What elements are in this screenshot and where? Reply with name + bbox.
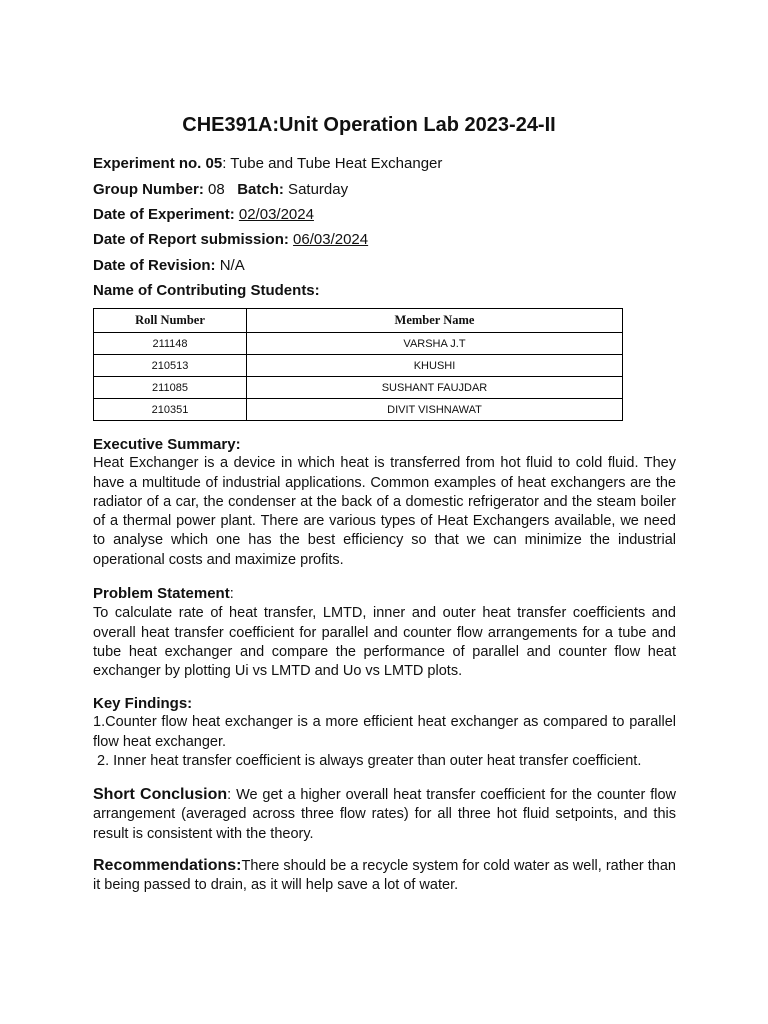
column-header-roll: Roll Number	[94, 309, 247, 333]
date-revision-label: Date of Revision:	[93, 257, 216, 274]
problem-statement-section: Problem Statement: To calculate rate of heat transfer, LMTD, inner and outer heat transfer coefficients and overall heat transfer coefficient for parallel and counter flow arrangements for a tube and tube heat exchanger and compare the performance of parallel and counter flow heat exchanger by plotting Ui vs LMTD and Uo vs LMTD plots.	[93, 584, 676, 681]
key-findings-section	[93, 694, 676, 771]
date-experiment-value: 02/03/2024	[238, 206, 314, 223]
name-cell: VARSHA J.T	[247, 333, 623, 355]
executive-summary-text: Heat Exchanger is a device in which heat is transferred from hot fluid to cold fluid. They have a multitude of industrial applications. Common examples of heat exchangers are the radiator of a car, the condenser at the back of a domestic refrigerator and the steam boiler of a thermal power plant. There are various types of Heat Exchangers available, we need to analyse which one has the best efficiency so that we can minimize the industrial operational costs and maximize profits.	[93, 455, 676, 568]
name-cell: KHUSHI	[247, 355, 623, 377]
roll-cell: 210351	[94, 399, 247, 421]
executive-summary-section	[93, 435, 676, 570]
date-submission-line	[93, 231, 368, 248]
key-findings-heading: Key Findings:	[93, 695, 193, 712]
group-label: Group Number:	[93, 181, 204, 198]
key-finding-item: 1.Counter flow heat exchanger is a more efficient heat exchanger as compared to parallel flow heat exchanger.	[93, 714, 676, 750]
short-conclusion-text: : We get a higher overall heat transfer coefficient for the counter flow arrangement (averaged across three flow rates) for all three hot fluid setpoints, and this result is consistent with the theory.	[93, 787, 676, 842]
date-submission-label: Date of Report submission:	[93, 231, 289, 248]
group-value: 08	[203, 181, 225, 198]
table-row	[94, 377, 623, 399]
short-conclusion-section	[93, 785, 676, 844]
roll-cell: 211148	[94, 333, 247, 355]
table-row	[94, 399, 623, 421]
batch-label: Batch:	[237, 181, 284, 198]
table-row	[94, 355, 623, 377]
short-conclusion-heading: Short Conclusion	[93, 786, 228, 803]
column-header-name: Member Name	[247, 309, 623, 333]
recommendations-heading: Recommendations:	[93, 857, 242, 874]
students-table	[93, 308, 623, 421]
date-experiment-line	[93, 206, 314, 223]
problem-statement-heading: Problem Statement	[93, 585, 230, 602]
date-revision-line	[93, 257, 245, 274]
experiment-line	[93, 155, 442, 172]
experiment-label: Experiment no. 05	[93, 155, 223, 172]
experiment-value: : Tube and Tube Heat Exchanger	[222, 155, 443, 172]
date-experiment-label: Date of Experiment:	[93, 206, 235, 223]
roll-cell: 211085	[94, 377, 247, 399]
name-cell: SUSHANT FAUJDAR	[247, 377, 623, 399]
name-cell: DIVIT VISHNAWAT	[247, 399, 623, 421]
batch-value: Saturday	[283, 181, 349, 198]
date-submission-value: 06/03/2024	[293, 231, 369, 248]
roll-cell: 210513	[94, 355, 247, 377]
group-batch-line	[93, 181, 348, 198]
problem-statement-text: To calculate rate of heat transfer, LMTD, inner and outer heat transfer coefficients and overall heat transfer coefficient for parallel and counter flow arrangements for a tube and tube heat exchanger and compare the performance of parallel and counter flow heat exchanger by plotting Ui vs LMTD and Uo vs LMTD plots.	[93, 605, 676, 680]
table-header-row	[94, 309, 623, 333]
executive-summary-heading: Executive Summary:	[93, 436, 241, 453]
date-revision-value: N/A	[215, 257, 245, 274]
page-title: CHE391A:Unit Operation Lab 2023-24-II	[182, 114, 556, 136]
students-heading: Name of Contributing Students:	[93, 282, 320, 299]
table-row	[94, 333, 623, 355]
recommendations-section	[93, 856, 676, 896]
recommendations-text: There should be a recycle system for cold water as well, rather than it being passed to drain, as it will help save a lot of water.	[93, 858, 676, 894]
key-finding-item: 2. Inner heat transfer coefficient is always greater than outer heat transfer coefficient.	[93, 752, 642, 769]
